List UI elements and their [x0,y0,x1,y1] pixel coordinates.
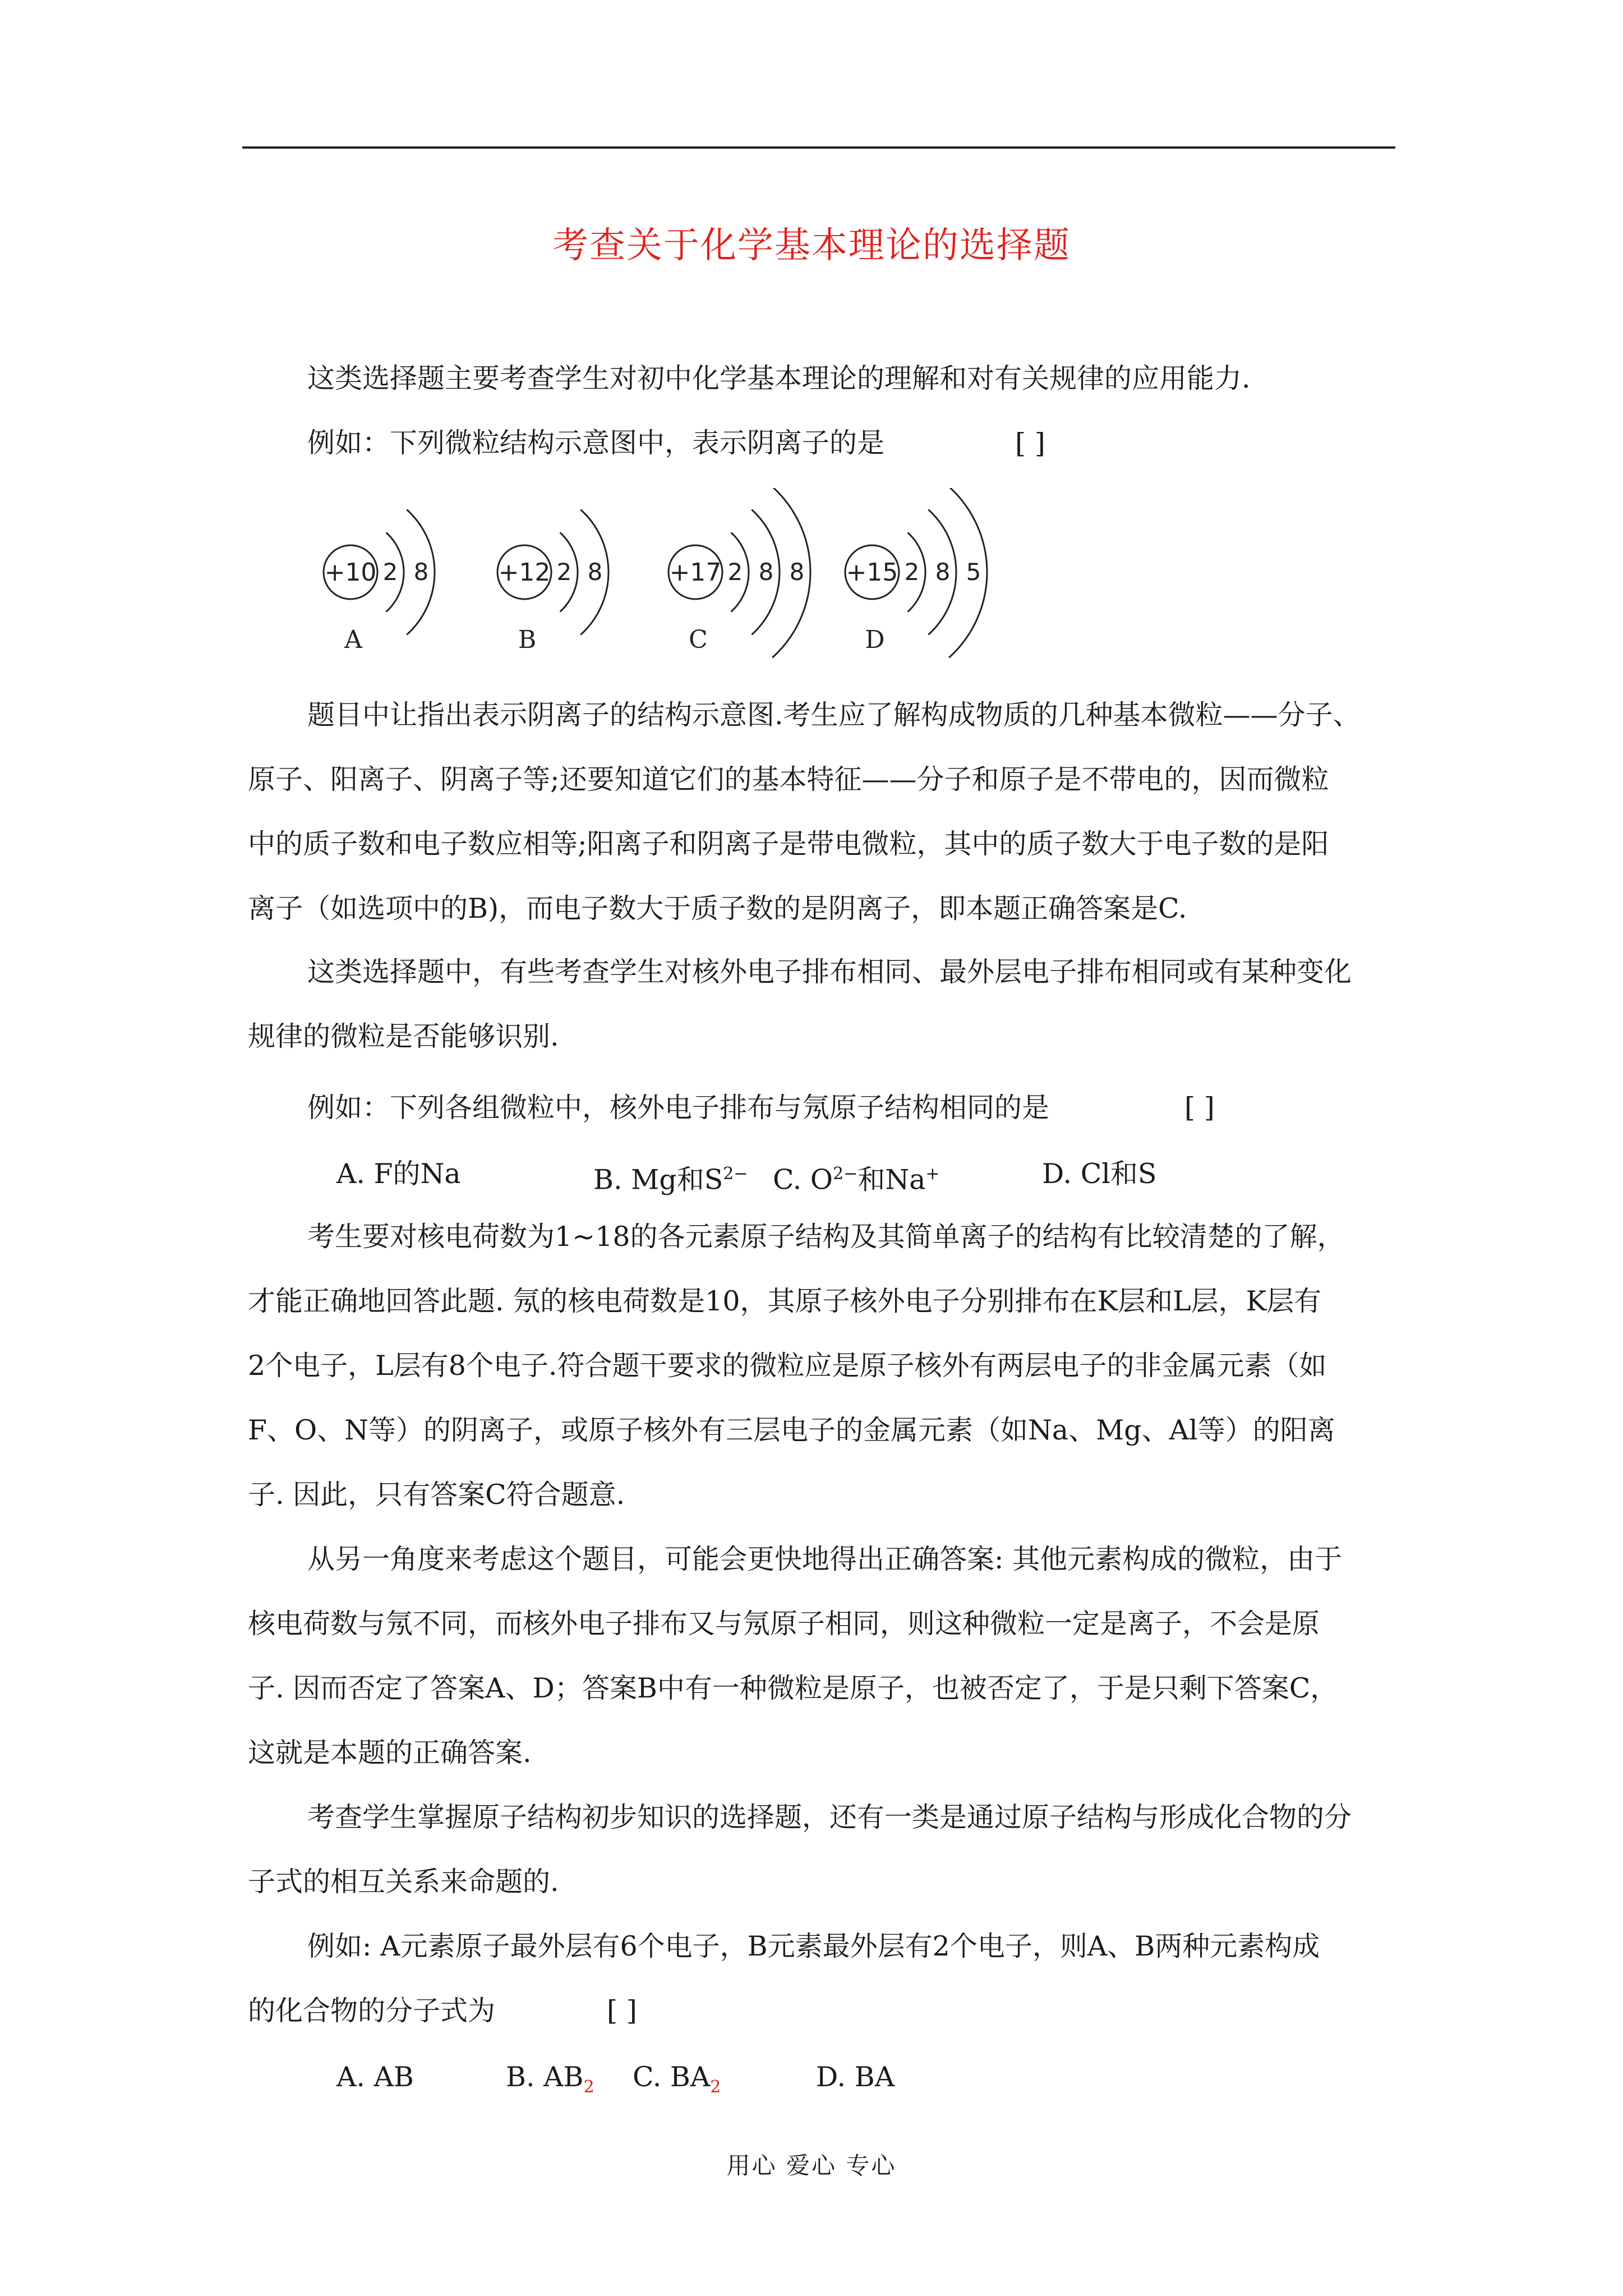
header-rule [242,146,1395,149]
shell-electron-count: 2 [904,558,920,586]
paragraph-line: 这类选择题主要考查学生对初中化学基本理论的理解和对有关规律的应用能力. [307,362,1251,394]
paragraph-line: 原子、阳离子、阴离子等;还要知道它们的基本特征——分子和原子是不带电的，因而微粒 [248,763,1329,795]
answer-bracket: [ ] [1184,1092,1215,1124]
nucleus-charge: +12 [498,558,551,587]
option-a: A. F的Na [336,1158,461,1190]
paragraph-line: 这就是本题的正确答案. [248,1737,532,1769]
nucleus-charge: +15 [846,558,898,587]
paragraph-line: 题目中让指出表示阴离子的结构示意图.考生应了解构成物质的几种基本微粒——分子、 [307,699,1361,731]
option-label: C [689,625,708,654]
atom-diagram-b [497,510,608,654]
nucleus-charge: +17 [669,558,722,587]
option-a: A. AB [336,2061,414,2093]
page-title: 考查关于化学基本理论的选择题 [552,225,1071,266]
shell-electron-count: 5 [966,558,981,586]
paragraph-line: 才能正确地回答此题. 氖的核电荷数是10，其原子核外电子分别排布在K层和L层，K层有 [248,1285,1322,1317]
paragraph-line: 从另一角度来考虑这个题目，可能会更快地得出正确答案: 其他元素构成的微粒，由于 [307,1543,1343,1575]
option-label: A [344,625,362,654]
answer-bracket: [ ] [607,1995,637,2027]
shell-electron-count: 2 [382,558,398,586]
question-3-stem: 例如: A元素原子最外层有6个电子，B元素最外层有2个电子，则A、B两种元素构成 [307,1930,1320,1962]
shell-electron-count: 8 [587,558,603,586]
paragraph-line: 核电荷数与氖不同，而核外电子排布又与氖原子相同，则这种微粒一定是离子，不会是原 [248,1608,1320,1640]
option-c: C. $O^{2-}$和Na+ [773,1163,940,1196]
option-b: B. Mg和$S^{2-}$ [593,1163,748,1196]
paragraph-line: 考查学生掌握原子结构初步知识的选择题，还有一类是通过原子结构与形成化合物的分 [307,1801,1352,1833]
paragraph-line: F、O、N等）的阴离子，或原子核外有三层电子的金属元素（如Na、Mg、Al等）的阳离 [248,1414,1335,1446]
answer-bracket: [ ] [1015,427,1045,459]
option-label: D [865,625,885,654]
option-d: D. Cl和S [1042,1158,1157,1190]
shell-electron-count: 8 [789,558,805,586]
question-1-stem: 例如：下列微粒结构示意图中，表示阴离子的是 [307,427,885,459]
shell-electron-count: 8 [935,558,951,586]
shell-electron-count: 2 [556,558,572,586]
question-2-stem: 例如：下列各组微粒中，核外电子排布与氖原子结构相同的是 [307,1092,1050,1124]
paragraph-line: 规律的微粒是否能够识别. [248,1020,559,1052]
paragraph-line: 中的质子数和电子数应相等;阳离子和阴离子是带电微粒，其中的质子数大于电子数的是阳 [248,828,1329,860]
paragraph-line: 这类选择题中，有些考查学生对核外电子排布相同、最外层电子排布相同或有某种变化 [307,956,1352,988]
option-b: B. $AB_2$ [506,2061,594,2097]
option-label: B [518,625,537,654]
option-c: C. $BA_2$ [633,2061,721,2097]
page-footer: 用心 爱心 专心 [726,2152,897,2179]
nucleus-charge: +10 [324,558,377,587]
paragraph-line: 离子（如选项中的B)，而电子数大于质子数的是阴离子，即本题正确答案是C. [248,892,1187,924]
paragraph-line: 子. 因而否定了答案A、D；答案B中有一种微粒是原子，也被否定了，于是只剩下答案C， [248,1672,1338,1704]
atom-diagram-d [845,488,987,657]
question-3-stem-cont: 的化合物的分子式为 [248,1995,496,2027]
shell-electron-count: 8 [758,558,774,586]
shell-electron-count: 2 [727,558,743,586]
atom-structure-diagram [314,488,1099,673]
paragraph-line: 考生要对核电荷数为1~18的各元素原子结构及其简单离子的结构有比较清楚的了解， [307,1221,1345,1253]
atom-diagram-c [668,488,810,657]
paragraph-line: 子式的相互关系来命题的. [248,1866,559,1898]
atom-diagram-a [324,510,435,654]
shell-electron-count: 8 [413,558,429,586]
paragraph-line: 子. 因此，只有答案C符合题意. [248,1479,625,1511]
option-d: D. BA [816,2061,895,2093]
paragraph-line: 2个电子，L层有8个电子.符合题干要求的微粒应是原子核外有两层电子的非金属元素（如 [248,1350,1327,1382]
